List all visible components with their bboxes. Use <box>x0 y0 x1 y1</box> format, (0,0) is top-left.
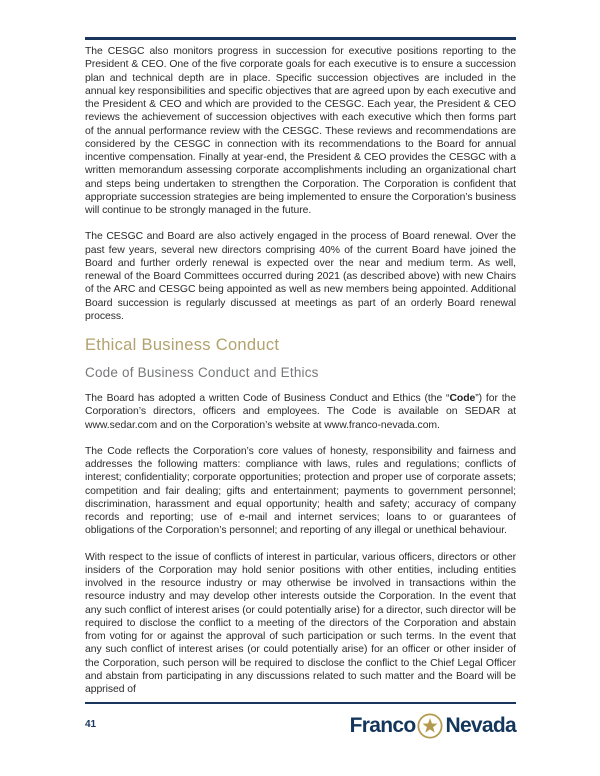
logo-word-nevada: Nevada <box>445 714 516 737</box>
paragraph-board-renewal: The CESGC and Board are also actively engaged in the process of Board renewal. Over the past few years, several new directors comprising 40% of the current Board have joined the Board and further orderly renewal is expected over the near and medium term. As well, renewal of the Board Committees occurred during 2021 (as described above) with new Chairs of the ARC and CESGC being appointed as well as new members being appointed. Additional Board succession is regularly discussed at meetings as part of an orderly Board renewal process. <box>85 231 516 322</box>
page-number: 41 <box>85 719 97 730</box>
franco-nevada-logo <box>350 713 516 739</box>
page-footer <box>85 713 516 739</box>
star-in-circle-icon <box>417 713 443 739</box>
bold-term-code: Code <box>449 393 476 404</box>
paragraph-succession: The CESGC also monitors progress in succession for executive positions reporting to the President & CEO. One of the five corporate goals for each executive is to ensure a succession plan and technical depth are in place. Specific succession objectives are included in the annual key responsibilities and specific objectives that are agreed upon by each executive and the President & CEO and which are provided to the CESGC. Each year, the President & CEO reviews the achievement of succession objectives with each executive which then forms part of the annual performance review with the CESGC. These reviews and recommendations are considered by the CESGC in connection with its recommendations to the Board for annual incentive compensation. Finally at year-end, the President & CEO provides the CESGC with a written memorandum assessing corporate accomplishments including an organizational chart and steps being undertaken to strengthen the Corporation. The Corporation is confident that appropriate succession strategies are being implemented to ensure the Corporation’s business will continue to be strongly managed in the future. <box>85 46 516 216</box>
paragraph-code-adoption <box>85 392 516 432</box>
top-rule <box>85 37 516 40</box>
paragraph-code-contents: The Code reflects the Corporation’s core values of honesty, responsibility and fairness and addresses the following matters: compliance with laws, rules and regulations; conflicts of interest; confidentiality; corporate opportunities; protection and proper use of corporate assets; competition and fair dealing; gifts and entertainment; payments to government personnel; discrimination, harassment and equal opportunity; health and safety; accuracy of company records and reporting; use of e-mail and internet services; loans to or guarantees of obligations of the Corporation’s personnel; and reporting of any illegal or unethical behaviour. <box>85 445 516 537</box>
bottom-rule <box>85 702 516 704</box>
paragraph-text: ”) for the Corporation’s directors, officers and employees. The Code is available on SEDAR at www.sedar.com and on the Corporation’s website at www.franco-nevada.com. <box>85 393 516 431</box>
paragraph-text: The Board has adopted a written Code of Business Conduct and Ethics (the “ <box>85 393 450 404</box>
paragraph-conflicts-of-interest: With respect to the issue of conflicts of interest in particular, various officers, directors or other insiders of the Corporation may hold senior positions with other entities, including entities involved in the resource industry or may otherwise be involved in transactions within the resource industry and may develop other interests outside the Corporation. In the event that any such conflict of interest arises (or could potentially arise) for a director, such director will be required to disclose the conflict to a meeting of the directors of the Corporation and abstain from voting for or against the approval of such participation or such terms. In the event that any such conflict of interest arises (or could potentially arise) for an officer or other insider of the Corporation, such person will be required to disclose the conflict to the Chief Legal Officer and abstain from participating in any discussions related to such matter and the Board will be apprised of <box>85 551 516 695</box>
document-body <box>85 37 516 709</box>
section-subheading-code-of-conduct: Code of Business Conduct and Ethics <box>85 365 319 380</box>
logo-word-franco: Franco <box>349 714 416 737</box>
section-heading-ethical-business-conduct: Ethical Business Conduct <box>85 336 280 354</box>
